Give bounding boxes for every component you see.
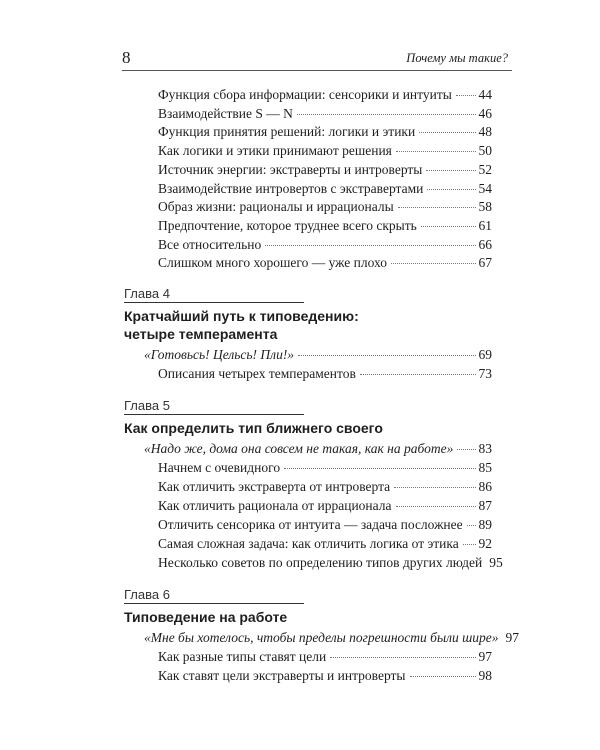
dot-leader (265, 245, 475, 246)
dot-leader (410, 676, 476, 677)
toc-epigraph-title: «Мне бы хотелось, чтобы пределы погрешности были шире» (144, 630, 499, 645)
toc-entry[interactable] (158, 648, 492, 666)
toc-entry-page: 54 (478, 180, 492, 196)
toc-entry-title: Самая сложная задача: как отличить логика от этика (158, 536, 459, 551)
dot-leader (419, 132, 475, 133)
toc-entry-title: Как отличить экстраверта от интроверта (158, 479, 391, 494)
toc-epigraph-title: «Надо же, дома она совсем не такая, как на работе» (144, 441, 454, 456)
dot-leader (396, 151, 476, 152)
toc-entry-title: Источник энергии: экстраверты и интроверты (158, 161, 423, 177)
chapter-title[interactable]: Как определить тип ближнего своего (124, 420, 383, 436)
toc-entry-page: 97 (505, 630, 520, 645)
toc-entry-title: Начнем с очевидного (158, 460, 281, 475)
page-number: 8 (122, 48, 131, 67)
dot-leader (457, 449, 475, 450)
toc-entry-page: 44 (478, 87, 492, 102)
chapter-rule (124, 414, 304, 415)
toc-entry-title: Описания четырех темпераментов (158, 366, 356, 381)
toc-entry[interactable] (158, 86, 492, 104)
toc-entry-title: Все относительно (158, 236, 262, 252)
chapter-title[interactable]: Типоведение на работе (124, 609, 288, 625)
chapter-rule (124, 603, 304, 604)
chapter-label: Глава 4 (124, 286, 170, 301)
toc-epigraph-title: «Готовьсь! Цельсь! Пли!» (144, 347, 295, 362)
toc-entry-page: 52 (478, 161, 492, 177)
toc-entry-page: 92 (478, 536, 492, 551)
toc-entry[interactable] (158, 365, 492, 383)
toc-entry[interactable] (158, 535, 492, 553)
toc-entry[interactable] (158, 236, 492, 254)
chapter-label: Глава 6 (124, 587, 170, 602)
dot-leader (426, 170, 475, 171)
toc-entry-page: 58 (478, 199, 492, 215)
toc-entry-title: Как отличить рационала от иррационала (158, 498, 392, 513)
toc-entry-page: 98 (478, 668, 492, 683)
toc-entry-title: Образ жизни: рационалы и иррационалы (158, 199, 394, 215)
chapter-title[interactable]: четыре темперамента (124, 326, 278, 342)
toc-entry-page: 69 (478, 347, 492, 362)
toc-epigraph[interactable] (144, 346, 492, 364)
toc-entry[interactable] (158, 516, 492, 534)
chapter-rule (124, 302, 304, 303)
toc-entry-page: 86 (478, 479, 492, 494)
toc-entry-page: 95 (489, 555, 503, 570)
toc-entry-page: 46 (478, 105, 492, 121)
toc-entry-page: 89 (478, 517, 492, 532)
toc-entry-title: Как разные типы ставят цели (158, 649, 327, 664)
toc-entry-title: Функция сбора информации: сенсорики и интуиты (158, 87, 452, 102)
toc-entry[interactable] (158, 667, 492, 685)
toc-entry-page: 48 (478, 124, 492, 140)
toc-entry-title: Отличить сенсорика от интуита — задача посложнее (158, 517, 463, 532)
dot-leader (330, 657, 475, 658)
toc-entry[interactable] (158, 161, 492, 179)
toc-entry[interactable] (158, 142, 492, 160)
toc-entry-page: 61 (478, 217, 492, 233)
dot-leader (398, 207, 476, 208)
toc-entry-title: Взаимодействие интровертов с экстравертами (158, 180, 424, 196)
toc-epigraph[interactable] (144, 440, 492, 458)
dot-leader (297, 114, 476, 115)
dot-leader (391, 263, 475, 264)
toc-entry[interactable] (158, 554, 503, 572)
dot-leader (360, 374, 476, 375)
toc-entry-title: Несколько советов по определению типов других людей (158, 555, 483, 570)
toc-entry-title: Как логики и этики принимают решения (158, 143, 392, 159)
toc-entry[interactable] (158, 217, 492, 235)
toc-entry-page: 66 (478, 236, 492, 252)
chapter-title[interactable]: Кратчайший путь к типоведению: (124, 308, 359, 324)
toc-entry-page: 73 (478, 366, 492, 381)
toc-entry-page: 97 (478, 649, 492, 664)
toc-entry-page: 85 (478, 460, 492, 475)
toc-entry[interactable] (158, 459, 492, 477)
toc-entry-title: Слишком много хорошего — уже плохо (158, 255, 388, 271)
dot-leader (396, 506, 476, 507)
dot-leader (463, 544, 476, 545)
dot-leader (284, 468, 475, 469)
running-header (122, 46, 512, 71)
dot-leader (298, 355, 475, 356)
toc-entry[interactable] (158, 254, 492, 272)
toc-entry-title: Предпочтение, которое труднее всего скрыть (158, 217, 417, 233)
toc-entry[interactable] (158, 497, 492, 515)
toc-entry-title: Как ставят цели экстраверты и интроверты (158, 668, 406, 683)
toc-entry[interactable] (158, 478, 492, 496)
toc-entry-page: 50 (478, 143, 492, 159)
dot-leader (456, 95, 476, 96)
toc-entry[interactable] (158, 123, 492, 141)
toc-entry[interactable] (158, 180, 492, 198)
chapter-label: Глава 5 (124, 398, 170, 413)
toc-entry-page: 87 (478, 498, 492, 513)
dot-leader (467, 525, 476, 526)
toc-entry-page: 83 (478, 441, 492, 456)
toc-entry-page: 67 (478, 255, 492, 271)
dot-leader (427, 189, 475, 190)
toc-entry-title: Функция принятия решений: логики и этики (158, 124, 416, 140)
toc-entry[interactable] (158, 198, 492, 216)
running-title: Почему мы такие? (406, 51, 508, 65)
dot-leader (394, 487, 475, 488)
toc-entry[interactable] (158, 105, 492, 123)
toc-epigraph[interactable] (144, 629, 520, 647)
toc-entry-title: Взаимодействие S — N (158, 105, 293, 121)
dot-leader (421, 226, 476, 227)
